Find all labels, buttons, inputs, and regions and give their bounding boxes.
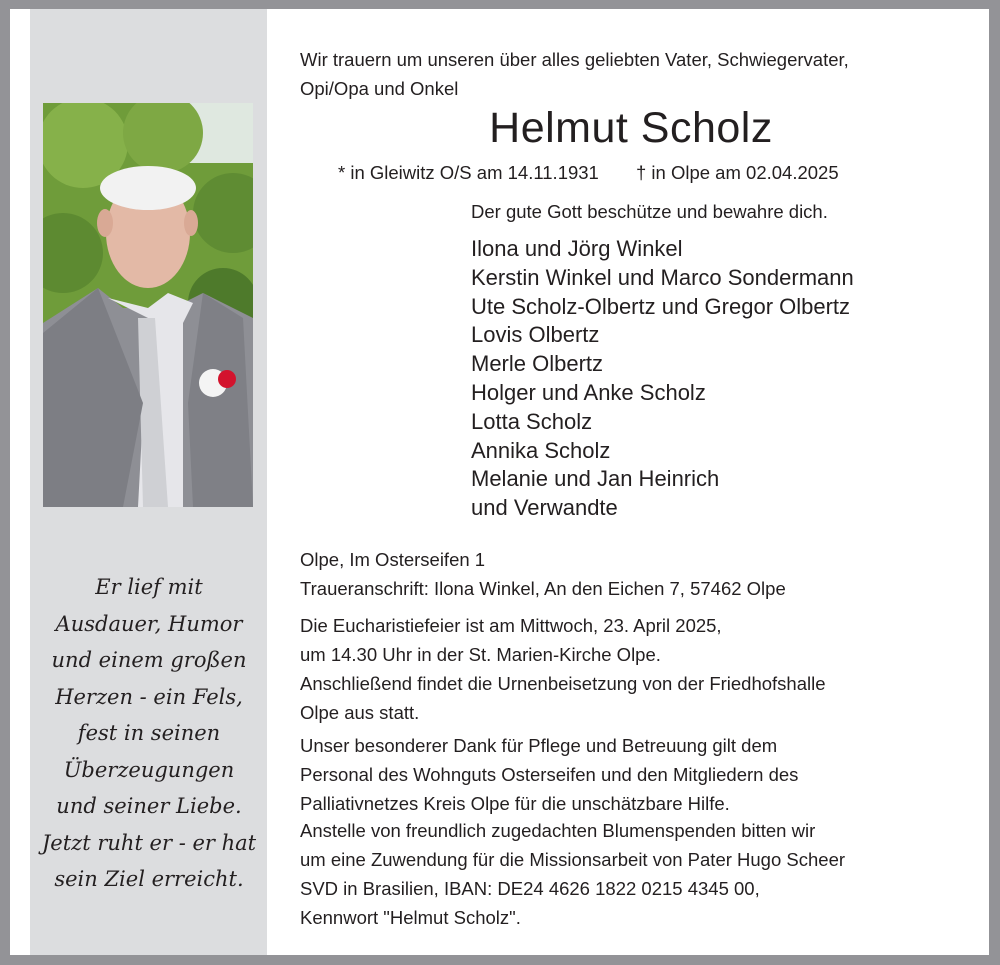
mourner: Lotta Scholz: [471, 408, 593, 434]
mourner: Melanie und Jan Heinrich: [471, 466, 720, 492]
mourner: Holger und Anke Scholz: [471, 379, 706, 405]
intro-text: [300, 45, 849, 103]
life-dates: [338, 159, 839, 187]
poem-line: sein Ziel erreicht.: [54, 867, 244, 891]
service-block: [300, 611, 826, 727]
donation-line: Kennwort "Helmut Scholz".: [300, 907, 521, 928]
sidebar-panel: [30, 9, 267, 955]
mourner: Ute Scholz-Olbertz und Gregor Olbertz: [471, 293, 851, 319]
thanks-line: Personal des Wohnguts Osterseifen und den Mitgliedern des: [300, 764, 799, 785]
portrait-photo: [43, 103, 253, 507]
obituary-notice: [10, 9, 989, 955]
mourner: Kerstin Winkel und Marco Sondermann: [471, 264, 854, 290]
poem-line: und einem großen: [51, 648, 247, 672]
donation-line: um eine Zuwendung für die Missionsarbeit von Pater Hugo Scheer: [300, 849, 846, 870]
death-date: † in Olpe am 02.04.2025: [636, 162, 839, 183]
mourner: Annika Scholz: [471, 437, 611, 463]
mourner: Ilona und Jörg Winkel: [471, 236, 683, 261]
mourner: und Verwandte: [471, 495, 618, 521]
donation-block: [300, 816, 845, 932]
mourners-list: [471, 235, 854, 523]
thanks-line: Unser besonderer Dank für Pflege und Betreuung gilt dem: [300, 735, 778, 756]
address-line: Olpe, Im Osterseifen 1: [300, 549, 486, 570]
poem-line: Er lief mit: [95, 575, 203, 599]
donation-line: SVD in Brasilien, IBAN: DE24 4626 1822 0215 4345 00,: [300, 878, 760, 899]
service-line: Olpe aus statt.: [300, 702, 420, 723]
mourner: Lovis Olbertz: [471, 322, 600, 348]
birth-date: * in Gleiwitz O/S am 14.11.1931: [338, 162, 599, 183]
poem-line: und seiner Liebe.: [56, 794, 242, 818]
memorial-poem: [38, 569, 260, 898]
poem-line: Überzeugungen: [63, 757, 235, 782]
portrait-illustration: [43, 103, 253, 507]
address-block: [300, 545, 786, 603]
deceased-name: Helmut Scholz: [489, 104, 773, 152]
address-line: Traueranschrift: Ilona Winkel, An den Eichen 7, 57462 Olpe: [300, 578, 786, 599]
service-line: Die Eucharistiefeier ist am Mittwoch, 23. April 2025,: [300, 615, 722, 636]
poem-line: Ausdauer, Humor: [55, 611, 243, 636]
mourner: Merle Olbertz: [471, 351, 604, 377]
donation-line: Anstelle von freundlich zugedachten Blumenspenden bitten wir: [300, 820, 816, 841]
intro-line: Opi/Opa und Onkel: [300, 78, 459, 99]
thanks-line: Palliativnetzes Kreis Olpe für die unschätzbare Hilfe.: [300, 793, 730, 814]
poem-line: Herzen - ein Fels,: [55, 684, 243, 709]
poem-line: fest in seinen: [77, 721, 221, 745]
intro-line: Wir trauern um unseren über alles geliebten Vater, Schwiegervater,: [300, 49, 849, 70]
service-line: um 14.30 Uhr in der St. Marien-Kirche Olpe.: [300, 644, 661, 665]
thanks-block: [300, 731, 798, 818]
poem-line: Jetzt ruht er - er hat: [41, 830, 257, 855]
blessing-line: Der gute Gott beschütze und bewahre dich.: [471, 201, 828, 222]
service-line: Anschließend findet die Urnenbeisetzung von der Friedhofshalle: [300, 673, 826, 694]
